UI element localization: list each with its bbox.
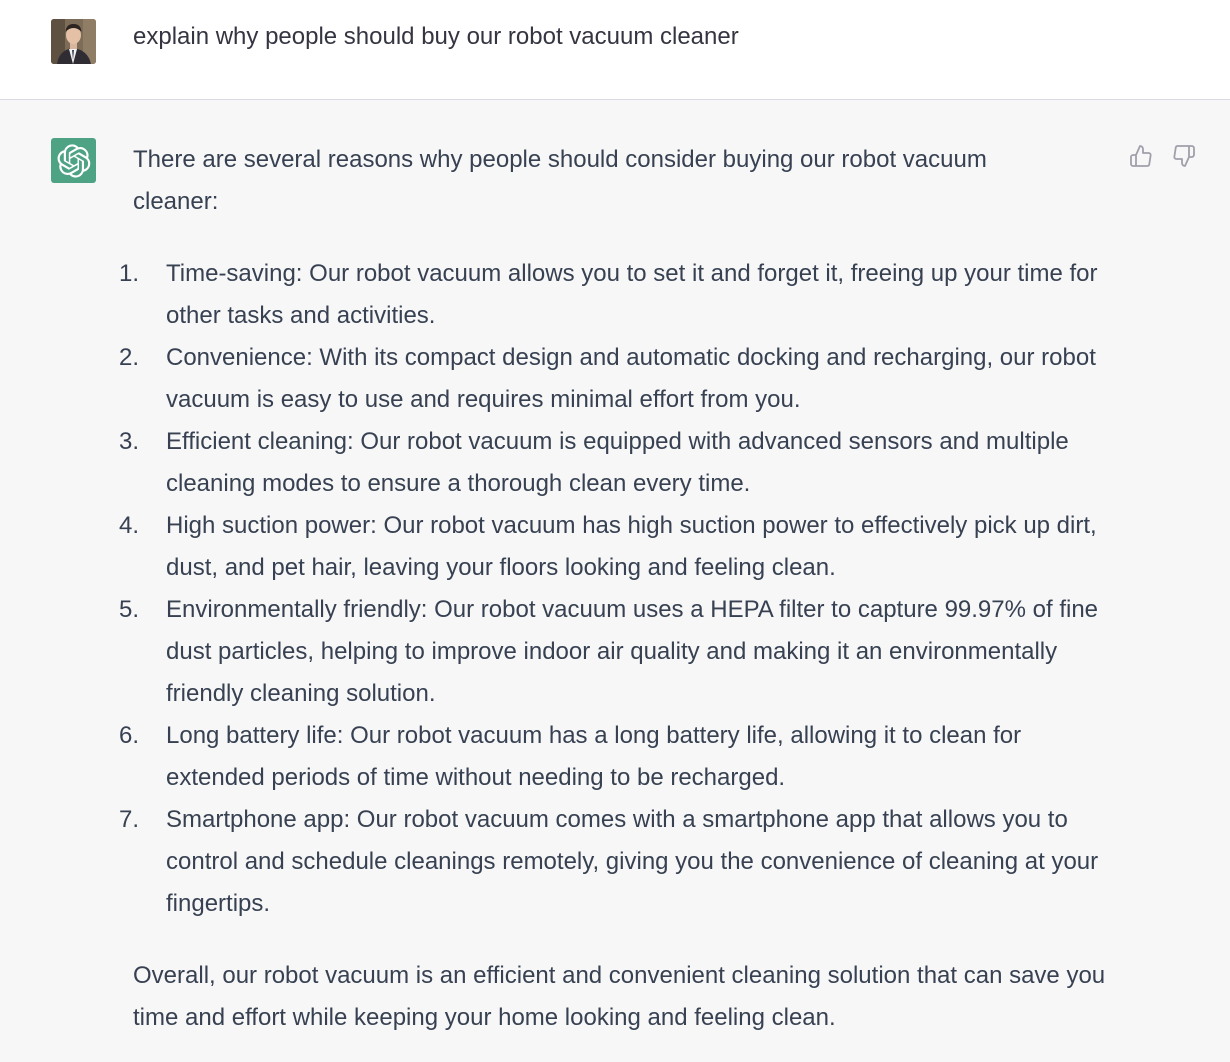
user-message-row	[0, 0, 1230, 100]
list-item-number: 1.	[119, 260, 140, 287]
list-item-number: 3.	[119, 428, 140, 455]
list-item-number: 5.	[119, 596, 140, 623]
list-item-number: 7.	[119, 806, 140, 833]
thumbs-down-button[interactable]	[1170, 142, 1198, 170]
user-avatar-photo	[51, 19, 96, 64]
list-item-text: Efficient cleaning: Our robot vacuum is equipped with advanced sensors and multiple cleaning modes to ensure a thorough clean every time.	[166, 428, 1069, 497]
user-avatar	[51, 19, 96, 64]
list-item	[119, 421, 1123, 505]
list-item-number: 6.	[119, 722, 140, 749]
list-item-text: Environmentally friendly: Our robot vacuum uses a HEPA filter to capture 99.97% of fine dust particles, helping to improve indoor air quality and making it an environmentally friendly cleaning solution.	[166, 596, 1099, 707]
list-item	[119, 337, 1123, 421]
list-item	[119, 715, 1123, 799]
list-item	[119, 799, 1123, 925]
openai-logo-icon	[57, 144, 91, 178]
assistant-intro: There are several reasons why people should consider buying our robot vacuum cleaner:	[133, 146, 987, 215]
reasons-list	[119, 253, 1123, 925]
assistant-message	[119, 139, 1123, 1039]
thumbs-down-icon	[1172, 144, 1196, 168]
assistant-avatar	[51, 138, 96, 183]
list-item	[119, 589, 1123, 715]
list-item-text: High suction power: Our robot vacuum has high suction power to effectively pick up dirt, dust, and pet hair, leaving your floors looking and feeling clean.	[166, 512, 1097, 581]
list-item-text: Long battery life: Our robot vacuum has a long battery life, allowing it to clean for extended periods of time without needing to be recharged.	[166, 722, 1022, 791]
user-message-text: explain why people should buy our robot vacuum cleaner	[133, 23, 739, 50]
assistant-message-row	[0, 100, 1230, 1062]
list-item-text: Convenience: With its compact design and automatic docking and recharging, our robot vacuum is easy to use and requires minimal effort from you.	[166, 344, 1096, 413]
list-item-number: 2.	[119, 344, 140, 371]
assistant-conclusion: Overall, our robot vacuum is an efficient and convenient cleaning solution that can save you time and effort while keeping your home looking and feeling clean.	[133, 962, 1106, 1031]
list-item	[119, 505, 1123, 589]
list-item-text: Time-saving: Our robot vacuum allows you to set it and forget it, freeing up your time for other tasks and activities.	[166, 260, 1098, 329]
list-item-text: Smartphone app: Our robot vacuum comes with a smartphone app that allows you to control and schedule cleanings remotely, giving you the convenience of cleaning at your fingertips.	[166, 806, 1099, 917]
list-item-number: 4.	[119, 512, 140, 539]
thumbs-up-icon	[1129, 144, 1153, 168]
thumbs-up-button[interactable]	[1127, 142, 1155, 170]
list-item	[119, 253, 1123, 337]
